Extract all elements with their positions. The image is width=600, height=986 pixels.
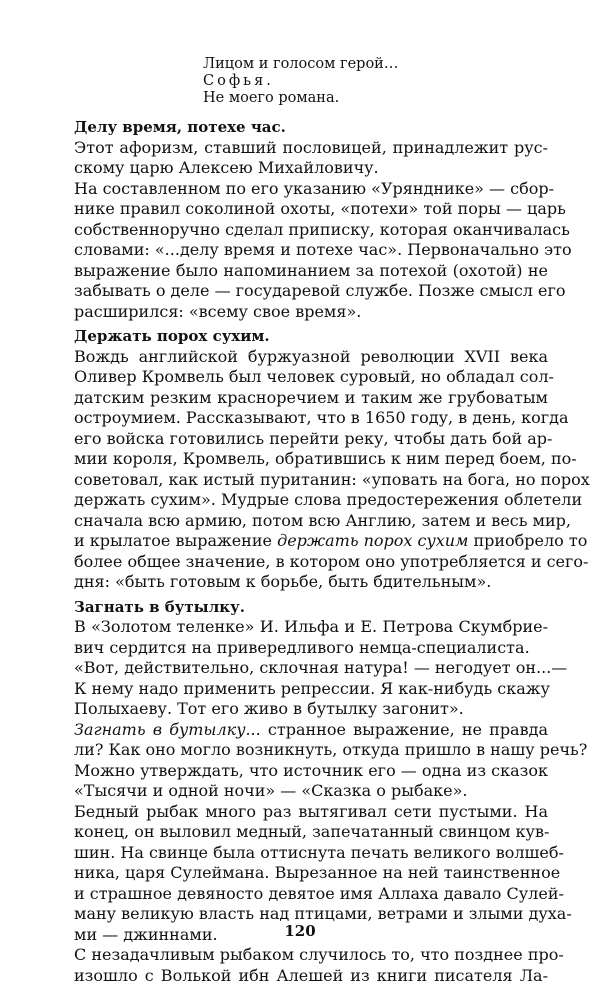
- text-line: ника, царя Сулеймана. Вырезанное на ней таинственное: [74, 863, 548, 884]
- text-line: Этот афоризм, ставший пословицей, принадлежит рус-: [74, 138, 548, 159]
- text-line-with-italic: [74, 531, 548, 552]
- text-line: ли? Как оно могло возникнуть, откуда пришло в нашу речь?: [74, 740, 548, 761]
- section-heading-1: Делу время, потехе час.: [74, 117, 548, 138]
- epigraph-line-2: Софья.: [203, 73, 398, 90]
- italic-phrase: держать порох сухим: [277, 531, 468, 550]
- text-line: «Тысячи и одной ночи» — «Сказка о рыбаке».: [74, 781, 548, 802]
- text-line: более общее значение, в котором оно употребляется и сего-: [74, 552, 548, 573]
- text-line-with-italic: [74, 720, 548, 741]
- text-line: дня: «быть готовым к борьбе, быть бдительным».: [74, 572, 548, 593]
- text-line: сначала всю армию, потом всю Англию, затем и весь мир,: [74, 511, 548, 532]
- text-line: Вождь английской буржуазной революции XVII века: [74, 347, 548, 368]
- text-line: «Вот, действительно, склочная натура! — негодует он...—: [74, 658, 548, 679]
- text-line: К нему надо применить репрессии. Я как-нибудь скажу: [74, 679, 548, 700]
- epigraph-line-1: Лицом и голосом герой…: [203, 56, 398, 73]
- text-line: забывать о деле — государевой службе. Позже смысл его: [74, 281, 548, 302]
- text-run: странное выражение, не правда: [261, 720, 548, 739]
- text-line: держать сухим». Мудрые слова предостережения облетели: [74, 490, 548, 511]
- text-line: ману великую власть над птицами, ветрами и злыми духа-: [74, 904, 548, 925]
- italic-phrase: Загнать в бутылку...: [74, 720, 261, 739]
- section-heading-2: Держать порох сухим.: [74, 326, 548, 347]
- section-heading-3: Загнать в бутылку.: [74, 597, 548, 618]
- text-line: Полыхаеву. Тот его живо в бутылку загонит».: [74, 699, 548, 720]
- text-line: его войска готовились перейти реку, чтобы дать бой ар-: [74, 429, 548, 450]
- text-run: приобрело то: [468, 531, 587, 550]
- text-line: мии короля, Кромвель, обратившись к ним перед боем, по-: [74, 449, 548, 470]
- text-line: С незадачливым рыбаком случилось то, что позднее про-: [74, 945, 548, 966]
- page-number: 120: [0, 922, 600, 940]
- text-line: датским резким красноречием и таким же грубоватым: [74, 388, 548, 409]
- text-line: собственноручно сделал приписку, которая оканчивалась: [74, 220, 548, 241]
- text-line: скому царю Алексею Михайловичу.: [74, 158, 548, 179]
- text-line: Бедный рыбак много раз вытягивал сети пустыми. На: [74, 802, 548, 823]
- text-line: выражение было напоминанием за потехой (охотой) не: [74, 261, 548, 282]
- text-line: вич сердится на привередливого немца-специалиста.: [74, 638, 548, 659]
- text-line: ми — джиннами.: [74, 925, 548, 946]
- text-line: расширился: «всему свое время».: [74, 302, 548, 323]
- text-run: и крылатое выражение: [74, 531, 277, 550]
- epigraph: [203, 56, 398, 107]
- text-line: шин. На свинце была оттиснута печать великого волшеб-: [74, 843, 548, 864]
- text-line: остроумием. Рассказывают, что в 1650 году, в день, когда: [74, 408, 548, 429]
- text-line: изошло с Волькой ибн Алешей из книги писателя Ла-: [74, 966, 548, 986]
- text-line: На составленном по его указанию «Урянднике» — сбор-: [74, 179, 548, 200]
- text-line: и страшное девяносто девятое имя Аллаха давало Сулей-: [74, 884, 548, 905]
- text-line: нике правил соколиной охоты, «потехи» той поры — царь: [74, 199, 548, 220]
- text-line: советовал, как истый пуританин: «уповать на бога, но порох: [74, 470, 548, 491]
- text-line: конец, он выловил медный, запечатанный свинцом кув-: [74, 822, 548, 843]
- epigraph-line-3: Не моего романа.: [203, 90, 398, 107]
- text-line: В «Золотом теленке» И. Ильфа и Е. Петрова Скумбрие-: [74, 617, 548, 638]
- article-body: [74, 117, 548, 986]
- text-line: Оливер Кромвель был человек суровый, но обладал сол-: [74, 367, 548, 388]
- text-line: словами: «...делу время и потехе час». Первоначально это: [74, 240, 548, 261]
- text-line: Можно утверждать, что источник его — одна из сказок: [74, 761, 548, 782]
